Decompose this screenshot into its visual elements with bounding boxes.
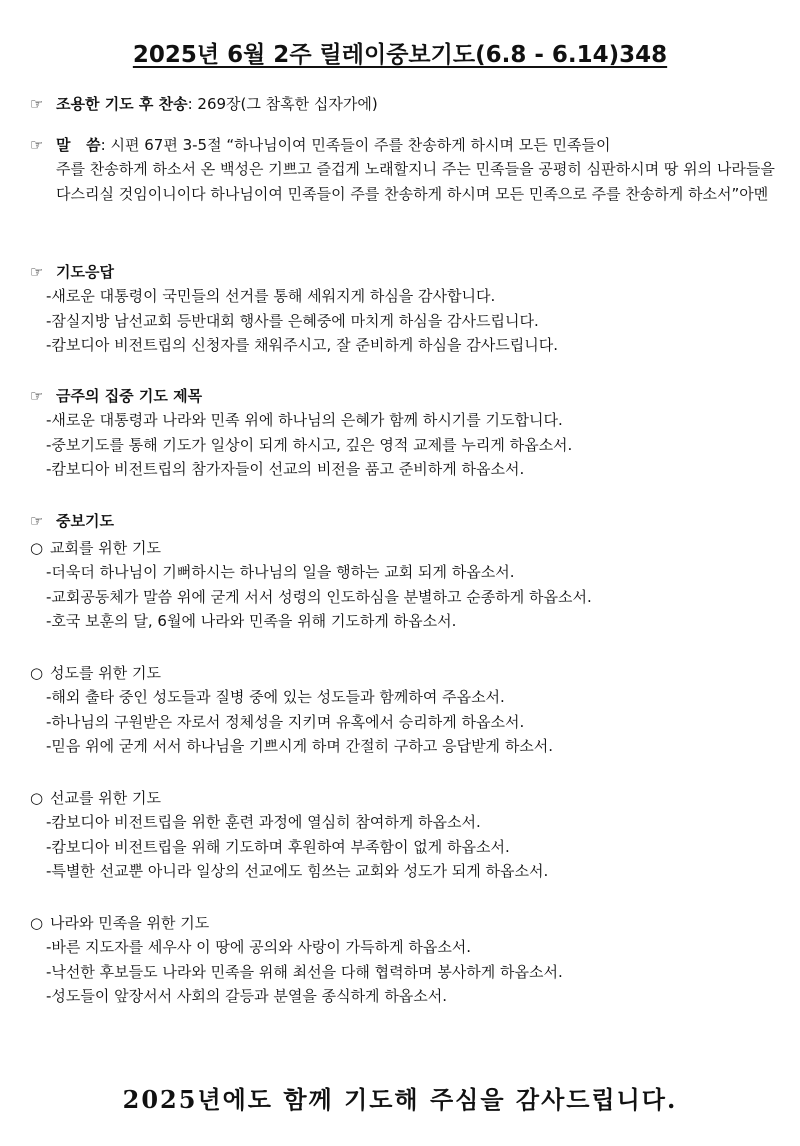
list-item: -중보기도를 통해 기도가 일상이 되게 하시고, 깊은 영적 교제를 누리게 하옵소서. <box>46 435 573 454</box>
group-title: 선교를 위한 기도 <box>50 789 161 807</box>
hymn-text: : 269장(그 참혹한 십자가에) <box>187 95 378 113</box>
list-item: -더욱더 하나님이 기뻐하시는 하나님의 일을 행하는 교회 되게 하옵소서. <box>46 563 515 582</box>
verse-section <box>30 133 775 206</box>
circle-bullet-icon: ○ <box>30 539 44 557</box>
verse-first-line: : 시편 67편 3-5절 “하나님이여 민족들이 주를 찬송하게 하시며 모든 민족들이 <box>100 136 611 154</box>
list-item: -새로운 대통령과 나라와 민족 위에 하나님의 은혜가 함께 하시기를 기도합니다. <box>46 411 563 430</box>
pointing-hand-icon: ☞ <box>30 512 44 530</box>
pointing-hand-icon: ☞ <box>30 136 44 154</box>
list-item: -특별한 선교뿐 아니라 일상의 선교에도 힘쓰는 교회와 성도가 되게 하옵소서. <box>46 861 549 880</box>
hymn-section <box>30 92 770 116</box>
circle-bullet-icon: ○ <box>30 914 44 932</box>
page-title: 2025년 6월 2주 릴레이중보기도(6.8 - 6.14)348 <box>132 42 668 68</box>
list-item: -캄보디아 비전트립의 참가자들이 선교의 비전을 품고 준비하게 하옵소서. <box>46 459 525 478</box>
focus-section <box>30 384 770 481</box>
circle-bullet-icon: ○ <box>30 664 44 682</box>
focus-label: 금주의 집중 기도 제목 <box>56 387 203 405</box>
answers-label: 기도응답 <box>56 263 114 281</box>
hymn-label: 조용한 기도 후 찬송 <box>56 95 188 113</box>
verse-body: 주를 찬송하게 하소서 온 백성은 기쁘고 즐겁게 노래할지니 주는 민족들을 공평히 심판하시며 땅 위의 나라들을 다스리실 것임이니이다 하나님이여 민족들이 주를 찬송하게 하시며 모든 민족으로 주를 찬송하게 하소서”아멘 <box>56 160 775 203</box>
list-item: -교회공동체가 말씀 위에 굳게 서서 성령의 인도하심을 분별하고 순종하게 하옵소서. <box>46 587 592 606</box>
list-item: -새로운 대통령이 국민들의 선거를 통해 세워지게 하심을 감사합니다. <box>46 287 496 306</box>
list-item: -바른 지도자를 세우사 이 땅에 공의와 사랑이 가득하게 하옵소서. <box>46 938 472 957</box>
verse-label: 말 씀 <box>56 136 101 154</box>
list-item: -해외 출타 중인 성도들과 질병 중에 있는 성도들과 함께하여 주옵소서. <box>46 688 505 707</box>
intercession-header <box>30 509 770 533</box>
intercession-label: 중보기도 <box>56 512 114 530</box>
saints-prayer-group <box>30 661 770 758</box>
pointing-hand-icon: ☞ <box>30 95 44 113</box>
pointing-hand-icon: ☞ <box>30 263 44 281</box>
list-item: -캄보디아 비전트립을 위한 훈련 과정에 열심히 참여하게 하옵소서. <box>46 813 481 832</box>
list-item: -하나님의 구원받은 자로서 정체성을 지키며 유혹에서 승리하게 하옵소서. <box>46 712 525 731</box>
list-item: -호국 보훈의 달, 6월에 나라와 민족을 위해 기도하게 하옵소서. <box>46 611 457 630</box>
nation-prayer-group <box>30 911 770 1008</box>
list-item: -믿음 위에 굳게 서서 하나님을 기쁘시게 하며 간절히 구하고 응답받게 하소서. <box>46 736 554 755</box>
list-item: -낙선한 후보들도 나라와 민족을 위해 최선을 다해 협력하며 봉사하게 하옵소서. <box>46 962 563 981</box>
pointing-hand-icon: ☞ <box>30 387 44 405</box>
list-item: -잠실지방 남선교회 등반대회 행사를 은혜중에 마치게 하심을 감사드립니다. <box>46 311 539 330</box>
church-prayer-group <box>30 536 770 633</box>
group-title: 교회를 위한 기도 <box>50 539 161 557</box>
list-item: -캄보디아 비전트립을 위해 기도하며 후원하여 부족함이 없게 하옵소서. <box>46 837 510 856</box>
group-title: 나라와 민족을 위한 기도 <box>50 914 210 932</box>
answers-section <box>30 260 770 357</box>
mission-prayer-group <box>30 786 770 883</box>
circle-bullet-icon: ○ <box>30 789 44 807</box>
list-item: -성도들이 앞장서서 사회의 갈등과 분열을 종식하게 하옵소서. <box>46 986 448 1005</box>
group-title: 성도를 위한 기도 <box>50 664 161 682</box>
closing-message: 2025년에도 함께 기도해 주심을 감사드립니다. <box>122 1085 678 1114</box>
list-item: -캄보디아 비전트립의 신청자를 채워주시고, 잘 준비하게 하심을 감사드립니다. <box>46 335 559 354</box>
